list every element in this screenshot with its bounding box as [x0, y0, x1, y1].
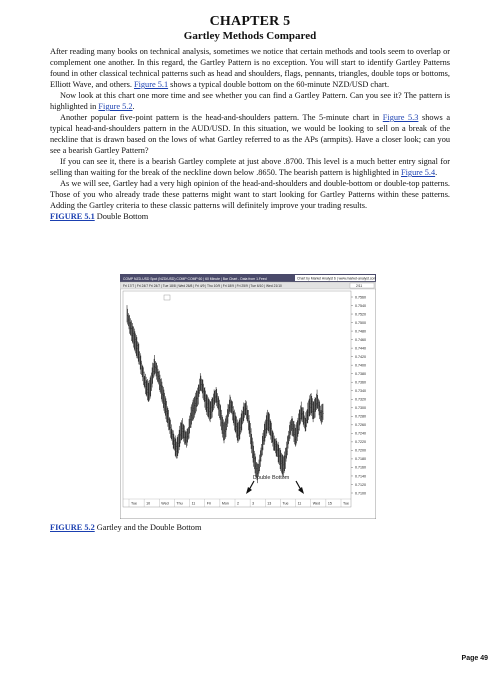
page-content: [50, 14, 450, 222]
y-tick-label: 0.7240: [355, 431, 366, 436]
chart-page-label: 2/11: [356, 284, 363, 288]
y-tick-label: 0.7560: [355, 295, 366, 300]
x-tick-label: 15: [327, 501, 332, 506]
x-tick-label: 3: [252, 501, 255, 506]
paragraph-5: As we will see, Gartley had a very high opinion of the head-and-shoulders and double-bottom or double-top patterns. Those of you who already trade these patterns might want to start looking for Gartley Patterns within these patterns. Adding the Gartley criteria to these classic patterns will definitely improve your trading results.: [50, 179, 450, 210]
y-tick-label: 0.7220: [355, 440, 366, 445]
x-tick-label: Tue: [343, 501, 350, 506]
y-tick-label: 0.7200: [355, 448, 366, 453]
chart-svg: [120, 274, 376, 519]
figure-5-2-link[interactable]: Figure 5.2: [98, 102, 133, 111]
y-tick-label: 0.7500: [355, 320, 366, 325]
chapter-title: CHAPTER 5: [209, 14, 291, 29]
y-tick-label: 0.7300: [355, 406, 366, 411]
double-bottom-annotation: Double Bottom: [253, 475, 290, 481]
x-tick-label: 11: [191, 501, 196, 506]
y-tick-label: 0.7400: [355, 363, 366, 368]
y-tick-label: 0.7140: [355, 474, 366, 479]
figure-5-2-caption: FIGURE 5.2 Gartley and the Double Bottom: [50, 523, 202, 532]
x-tick-label: Wed: [312, 501, 321, 506]
paragraph-4: If you can see it, there is a bearish Gartley complete at just above .8700. This level is a much better entry signal for selling than waiting for the break of the neckline down below .8650. The bearish pattern is highlighted in Figure 5.4.: [50, 157, 450, 177]
page-number: Page 49: [461, 655, 488, 662]
y-tick-label: 0.7120: [355, 482, 366, 487]
y-tick-label: 0.7280: [355, 414, 366, 419]
figure-5-1-link[interactable]: Figure 5.1: [133, 80, 169, 89]
y-tick-label: 0.7460: [355, 337, 366, 342]
paragraph-2: Now look at this chart one more time and see whether you can find a Gartley Pattern. Can you see it? The pattern is highlighted in Figure 5.2.: [50, 91, 450, 111]
chart-header-left: COMP NZD-USD Spot (NZD/USD) COMP COMP 60 | 60 Minute | Bar Chart - Data from 1.Feed: [123, 277, 267, 281]
figure-5-4-link[interactable]: Figure 5.4: [401, 168, 436, 177]
x-tick-label: Tue: [282, 501, 289, 506]
paragraph-1: After reading many books on technical analysis, sometimes we notice that certain methods and tools seem to overlap or complement one another. In this regard, the Gartley Pattern is no exception. You will start to identify Gartley Patterns found in other classical technical patterns such as head and shoulders, flags, pennants, triangles, double tops or bottoms, Elliott Wave, and others. Figure 5.1 shows a typical double bottom on the 60-minute NZD/USD chart.: [50, 47, 450, 89]
y-tick-label: 0.7520: [355, 312, 366, 317]
figure-5-2-label[interactable]: FIGURE 5.2: [50, 523, 95, 532]
x-tick-label: Mon: [221, 501, 229, 506]
y-tick-label: 0.7160: [355, 465, 366, 470]
figure-5-1-label[interactable]: FIGURE 5.1: [50, 212, 95, 221]
chart-date-row-text: Fri 17/7 | Fri 24/7 Fri 24/7 | Tue 18/8 | Wed 26/8 | Fri 4/9 | Thu 10/9 | Fri 18/9 | Fri 25/9 | Tue 6/10 | Wed 21/10: [123, 284, 282, 288]
x-tick-label: Tue: [131, 501, 138, 506]
x-tick-label: 2: [237, 501, 239, 506]
x-tick-label: 11: [297, 501, 302, 506]
y-tick-label: 0.7260: [355, 423, 366, 428]
y-tick-label: 0.7480: [355, 329, 366, 334]
x-tick-label: 10: [146, 501, 151, 506]
y-tick-label: 0.7320: [355, 397, 366, 402]
y-tick-label: 0.7540: [355, 303, 366, 308]
figure-5-1-caption: FIGURE 5.1 Double Bottom: [50, 212, 149, 221]
double-bottom-chart: [120, 274, 376, 519]
x-tick-label: Wed: [161, 501, 169, 506]
figure-5-3-link[interactable]: Figure 5.3: [382, 113, 419, 122]
x-tick-label: Fri: [206, 501, 211, 506]
y-tick-label: 0.7100: [355, 491, 366, 496]
y-tick-label: 0.7440: [355, 346, 366, 351]
y-tick-label: 0.7380: [355, 371, 366, 376]
x-tick-label: 13: [267, 501, 272, 506]
y-tick-label: 0.7180: [355, 457, 366, 462]
y-tick-label: 0.7420: [355, 354, 366, 359]
x-tick-label: Thu: [176, 501, 183, 506]
paragraph-3: Another popular five-point pattern is the head-and-shoulders pattern. The 5-minute chart in Figure 5.3 shows a typical head-and-shoulders pattern in the AUD/USD. In this situation, we would be looking to sell on a break of the neckline that is drawn based on the lows of what Gartley referred to as the APs (armpits). Have a closer look; can you see a bearish Gartley Pattern?: [50, 113, 451, 155]
chapter-subtitle: Gartley Methods Compared: [183, 30, 317, 42]
y-tick-label: 0.7340: [355, 389, 366, 394]
y-tick-label: 0.7360: [355, 380, 366, 385]
chart-header-right: Chart by Market Analyst 6 | www.market-analyst.com: [297, 276, 376, 281]
